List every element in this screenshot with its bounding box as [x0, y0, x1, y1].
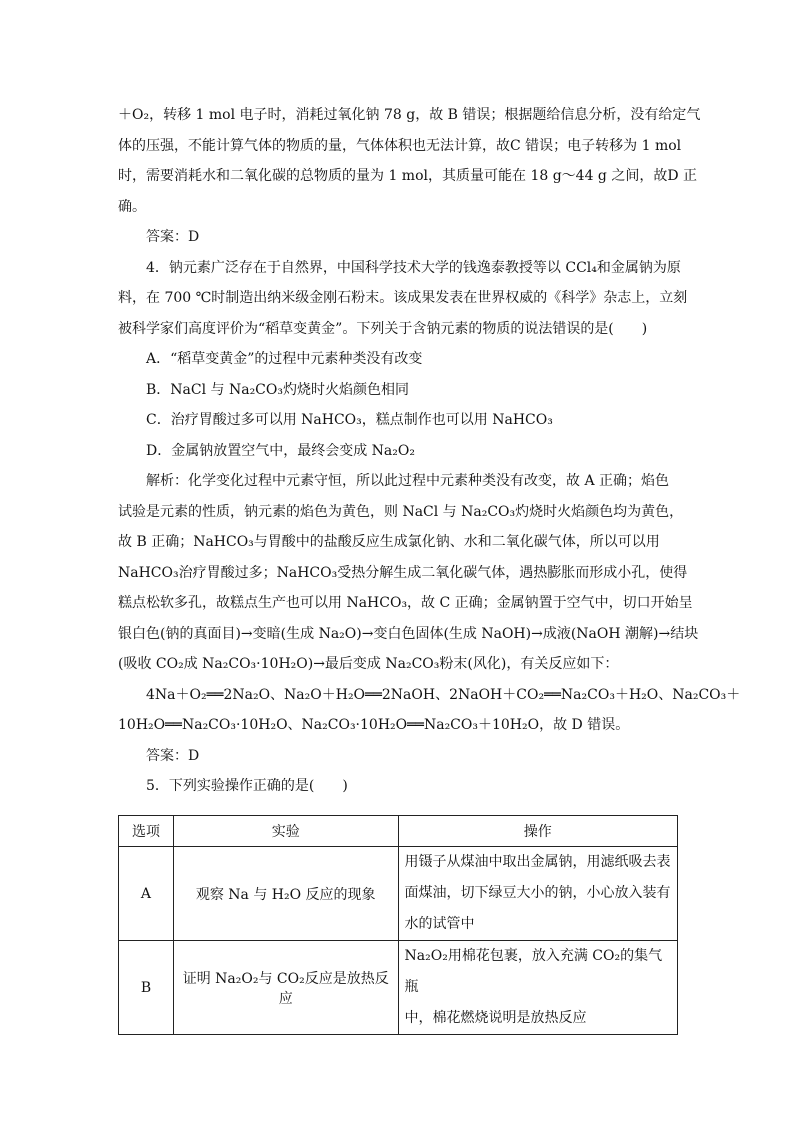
analysis-4-line: (吸收 CO₂成 Na₂CO₃·10H₂O)→最后变成 Na₂CO₃粉末(风化)，有关反应如下：: [118, 656, 619, 672]
solution-3-line: ＋O₂，转移 1 mol 电子时，消耗过氧化钠 78 g，故 B 错误；根据题给信息分析，没有给定气: [118, 107, 701, 123]
option-a: A．“稻草变黄金”的过程中元素种类没有改变: [146, 351, 423, 367]
analysis-4-line: 银白色(钠的真面目)→变暗(生成 Na₂O)→变白色固体(生成 NaOH)→成液(NaOH 潮解)→结块: [118, 625, 699, 642]
question-4-stem-line: 被科学家们高度评价为“稻草变黄金”。下列关于含钠元素的物质的说法错误的是( ): [118, 320, 648, 337]
analysis-4-line: 试验是元素的性质，钠元素的焰色为黄色，则 NaCl 与 Na₂CO₃灼烧时火焰颜色均为黄色，: [118, 503, 684, 520]
operation-line: 用镊子从煤油中取出金属钠，用滤纸吸去表: [404, 854, 671, 870]
question-4: [118, 253, 741, 772]
cell-option: B: [119, 941, 174, 1035]
cell-experiment: 证明 Na₂O₂与 CO₂反应是放热反应: [173, 941, 398, 1035]
question-4-stem-line: 4．钠元素广泛存在于自然界，中国科学技术大学的钱逸泰教授等以 CCl₄和金属钠为原: [146, 259, 681, 276]
answer-4: 答案：D: [146, 747, 200, 764]
operation-line: Na₂O₂用棉花包裹，放入充满 CO₂的集气瓶: [404, 948, 663, 995]
header-operation: 操作: [398, 816, 677, 847]
operation-line: 水的试管中: [404, 916, 475, 932]
operation-line: 中，棉花燃烧说明是放热反应: [404, 1010, 587, 1026]
header-experiment: 实验: [173, 816, 398, 847]
operation-line: 面煤油，切下绿豆大小的钠，小心放入装有: [404, 885, 671, 901]
analysis-4-line: 糕点松软多孔，故糕点生产也可以用 NaHCO₃，故 C 正确；金属钠置于空气中，切口开始呈: [118, 595, 693, 611]
analysis-4-line: 故 B 正确；NaHCO₃与胃酸中的盐酸反应生成氯化钠、水和二氧化碳气体，所以可以用: [118, 534, 660, 550]
equation-line: 10H₂O══Na₂CO₃·10H₂O、Na₂CO₃·10H₂O══Na₂CO₃＋10H₂O，故 D 错误。: [118, 717, 630, 733]
option-b: B．NaCl 与 Na₂CO₃灼烧时火焰颜色相同: [146, 381, 409, 398]
table-row: [119, 847, 678, 941]
solution-3-line: 时，需要消耗水和二氧化碳的总物质的量为 1 mol，其质量可能在 18 g～44 g 之间，故D 正: [118, 168, 698, 184]
cell-option: A: [119, 847, 174, 941]
cell-experiment: 观察 Na 与 H₂O 反应的现象: [173, 847, 398, 941]
question-4-stem-line: 料，在 700 ℃时制造出纳米级金刚石粉末。该成果发表在世界权威的《科学》杂志上，立刻: [118, 290, 688, 306]
cell-operation: [398, 941, 677, 1035]
question-5-table: [118, 815, 678, 1035]
option-c: C．治疗胃酸过多可以用 NaHCO₃，糕点制作也可以用 NaHCO₃: [146, 412, 553, 428]
table-row: [119, 941, 678, 1035]
solution-3: [118, 100, 701, 253]
table-header-row: [119, 816, 678, 847]
question-5-stem: 5．下列实验操作正确的是( ): [146, 778, 348, 794]
analysis-4-line: 解析：化学变化过程中元素守恒，所以此过程中元素种类没有改变，故 A 正确；焰色: [146, 473, 670, 489]
option-d: D．金属钠放置空气中，最终会变成 Na₂O₂: [146, 442, 415, 459]
equation-line: 4Na＋O₂══2Na₂O、Na₂O＋H₂O══2NaOH、2NaOH＋CO₂══Na₂CO₃＋H₂O、Na₂CO₃＋: [146, 686, 741, 703]
header-option: 选项: [119, 816, 174, 847]
cell-operation: [398, 847, 677, 941]
solution-3-line: 体的压强，不能计算气体的物质的量，气体体积也无法计算，故C 错误；电子转移为 1 mol: [118, 137, 682, 154]
answer-3: 答案：D: [146, 229, 200, 245]
page-content: [118, 100, 741, 802]
analysis-4-line: NaHCO₃治疗胃酸过多；NaHCO₃受热分解生成二氧化碳气体，遇热膨胀而形成小孔，使得: [118, 564, 688, 581]
solution-3-line: 确。: [118, 198, 146, 215]
